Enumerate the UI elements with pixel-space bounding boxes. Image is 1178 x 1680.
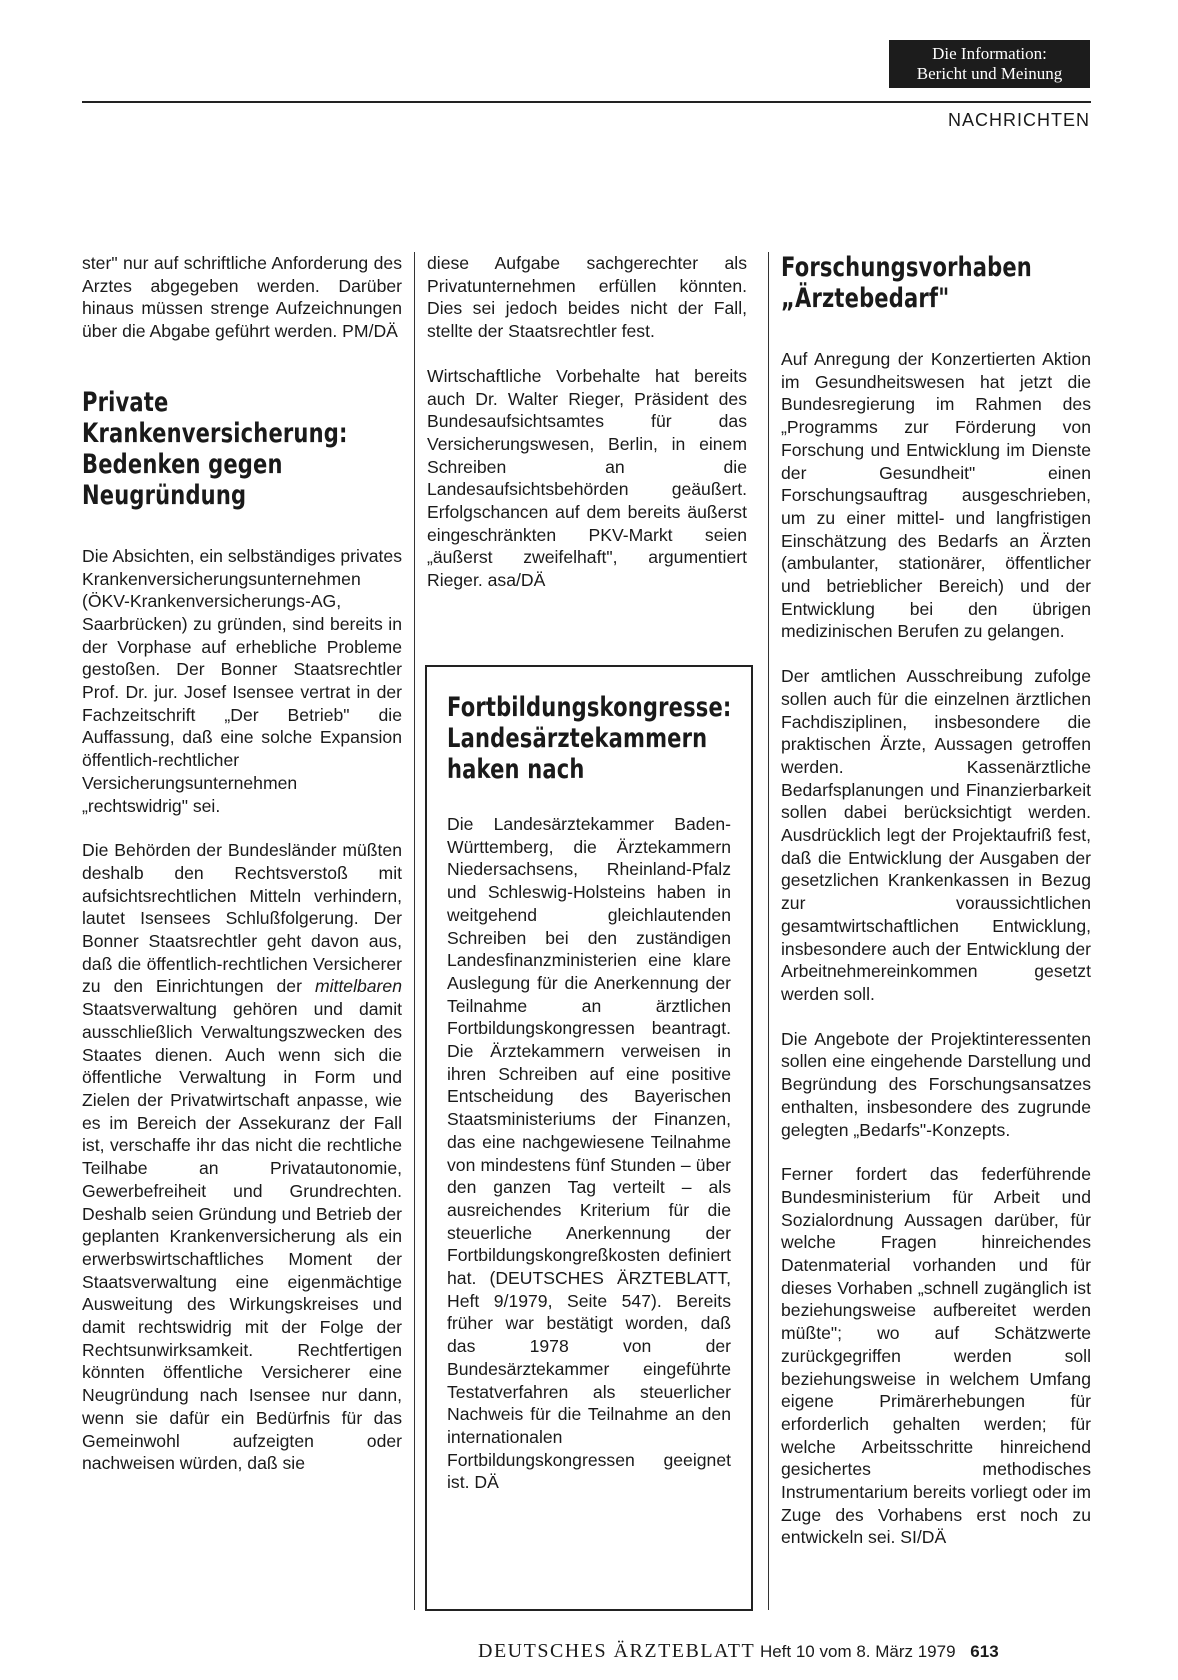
boxed-article xyxy=(425,665,753,1611)
masthead-line-2: Bericht und Meinung xyxy=(916,64,1063,83)
article-headline-fortbildungskongresse: Fortbildungskongresse: Landesärztekammern haken nach xyxy=(447,692,732,785)
column-3 xyxy=(781,252,1091,1571)
column-1 xyxy=(82,252,402,1497)
article-paragraph: Die Absichten, ein selbständiges privates Krankenversicherungsunternehmen (ÖKV-Krankenversicherungs-AG, Saarbrücken) zu gründen, sind bereits in der Vorphase auf erhebliche Probleme gestoßen. Der Bonner Staatsrechtler Prof. Dr. jur. Josef Isensee vertrat in der Fachzeitschrift „Der Betrieb" die Auffassung, daß eine solche Expansion öffentlich-rechtlicher Versicherungsunternehmen „rechtswidrig" sei. xyxy=(82,545,402,816)
masthead-badge xyxy=(889,40,1090,88)
text-run: Staatsverwaltung gehören und damit ausschließlich Verwaltungszwecken des Staates dienen. Auch wenn sich die öffentliche Verwaltung in Form und Zielen der Privatwirtschaft anpasse, wie es im Bereich der Assekuranz der Fall ist, verschaffe ihr das nicht die rechtliche Teilhabe an Privatautonomie, Gewerbefreiheit und Grundrechten. Deshalb seien Gründung und Betrieb der geplanten Krankenversicherung als ein erwerbswirtschaftliches Moment der Staatsverwaltung eine eigenmächtige Ausweitung des Wirkungskreises und damit rechtswidrig mit der Folge der Rechtsunwirksamkeit. Rechtfertigen könnten öffentliche Versicherer eine Neugründung nach Isensee nur dann, wenn sie dafür ein Bedürfnis für das Gemeinwohl aufzeigten oder nachweisen würden, daß sie xyxy=(82,999,402,1474)
issue-info: Heft 10 vom 8. März 1979 xyxy=(759,1642,956,1661)
italic-text: mittelbaren xyxy=(314,976,402,997)
article-paragraph xyxy=(82,839,402,1475)
article-paragraph: Die Angebote der Projektinteressenten sollen eine eingehende Darstellung und Begründung des Forschungsansatzes enthalten, insbesondere des zugrunde gelegten „Bedarfs"-Konzepts. xyxy=(781,1028,1091,1140)
page-footer xyxy=(478,1640,999,1663)
journal-name: DEUTSCHES ÄRZTEBLATT xyxy=(478,1640,756,1662)
article-paragraph: Auf Anregung der Konzertierten Aktion im Gesundheitswesen hat jetzt die Bundesregierung im Rahmen des „Programms zur Förderung von Forschung und Entwicklung im Dienste der Gesundheit" einen Forschungsauftrag ausgeschrieben, um zu einer mittel- und langfristigen Einschätzung des Bedarfs an Ärzten (ambulanter, stationärer, öffentlicher und betrieblicher Bereich) und der Entwicklung bei den übrigen medizinischen Berufen zu gelangen. xyxy=(781,349,1091,642)
article-headline-forschungsvorhaben: Forschungsvorhaben „Ärztebedarf" xyxy=(781,252,1032,314)
article-paragraph: diese Aufgabe sachgerechter als Privatunternehmen erfüllen könnten. Dies sei jedoch beides nicht der Fall, stellte der Staatsrechtler fest. xyxy=(427,253,747,342)
article-paragraph: Die Landesärztekammer Baden-Württemberg, die Ärztekammern Niedersachsens, Rheinland-Pfalz und Schleswig-Holsteins haben in weitgehend gleichlautenden Schreiben bei den zuständigen Landesfinanzministerien eine klare Auslegung für die Anerkennung der Teilnahme an ärztlichen Fortbildungskongressen beantragt. Die Ärztekammern verweisen in ihren Schreiben auf eine positive Entscheidung des Bayerischen Staatsministeriums der Finanzen, das eine nachgewiesene Teilnahme von mindestens fünf Stunden – über den ganzen Tag verteilt – als ausreichendes Kriterium für die steuerliche Anerkennung der Fortbildungskongreßkosten definiert hat. (DEUTSCHES ÄRZTEBLATT, Heft 9/1979, Seite 547). Bereits früher war bestätigt worden, daß das 1978 von der Bundesärztekammer eingeführte Testatverfahren als steuerlicher Nachweis für die Teilnahme an den internationalen Fortbildungskongressen geeignet ist. DÄ xyxy=(447,814,731,1493)
column-divider-2 xyxy=(768,252,769,1610)
column-divider-1 xyxy=(414,252,415,1610)
text-run: Die Behörden der Bundesländer müßten deshalb den Rechtsverstoß mit aufsichtsrechtlichen Mitteln verhindern, lautet Isensees Schlußfolgerung. Der Bonner Staatsrechtler geht davon aus, daß die öffentlich-rechtlichen Versicherer zu den Einrichtungen der xyxy=(82,840,402,997)
masthead-line-1: Die Information: xyxy=(932,44,1047,63)
article-paragraph: Ferner fordert das federführende Bundesministerium für Arbeit und Sozialordnung Aussagen darüber, für welche Fragen hinreichendes Datenmaterial vorhanden und für dieses Vorhaben „schnell zugänglich ist beziehungsweise aufbereitet werden müßte"; wo auf Schätzwerte zurückgegriffen werden soll beziehungsweise in welchem Umfang eigene Primärerhebungen für erforderlich gehalten werden; für welche Arbeitsschritte hinreichend gesichertes methodisches Instrumentarium bereits vorliegt oder im Zuge des Vorhabens erst noch zu entwickeln sei. SI/DÄ xyxy=(781,1164,1091,1548)
article-paragraph: Der amtlichen Ausschreibung zufolge sollen auch für die einzelnen ärztlichen Fachdisziplinen, insbesondere die praktischen Ärzte, Aussagen getroffen werden. Kassenärztliche Bedarfsplanungen und Finanzierbarkeit sollen dabei berücksichtigt werden. Ausdrücklich legt der Projektaufriß fest, daß die Entwicklung der Ausgaben der gesetzlichen Krankenkassen in Bezug zur voraussichtlichen gesamtwirtschaftlichen Entwicklung, insbesondere auch der Entwicklung der Arbeitnehmereinkommen gesetzt werden soll. xyxy=(781,666,1091,1004)
top-rule xyxy=(82,101,1091,103)
article-paragraph: Wirtschaftliche Vorbehalte hat bereits auch Dr. Walter Rieger, Präsident des Bundesaufsichtsamtes für das Versicherungswesen, Berlin, in einem Schreiben an die Landesaufsichtsbehörden geäußert. Erfolgschancen auf dem bereits äußerst eingeschränkten PKV-Markt seien „äußerst zweifelhaft", argumentiert Rieger. asa/DÄ xyxy=(427,365,747,591)
continued-paragraph: ster" nur auf schriftliche Anforderung des Arztes abgegeben werden. Darüber hinaus müssen strenge Aufzeichnungen über die Abgabe geführt werden. PM/DÄ xyxy=(82,253,402,342)
article-headline-private-krankenversicherung: Private Krankenversicherung: Bedenken gegen Neugründung xyxy=(82,386,348,511)
section-label: NACHRICHTEN xyxy=(947,110,1090,130)
page-number: 613 xyxy=(970,1642,999,1661)
column-2 xyxy=(427,252,747,614)
